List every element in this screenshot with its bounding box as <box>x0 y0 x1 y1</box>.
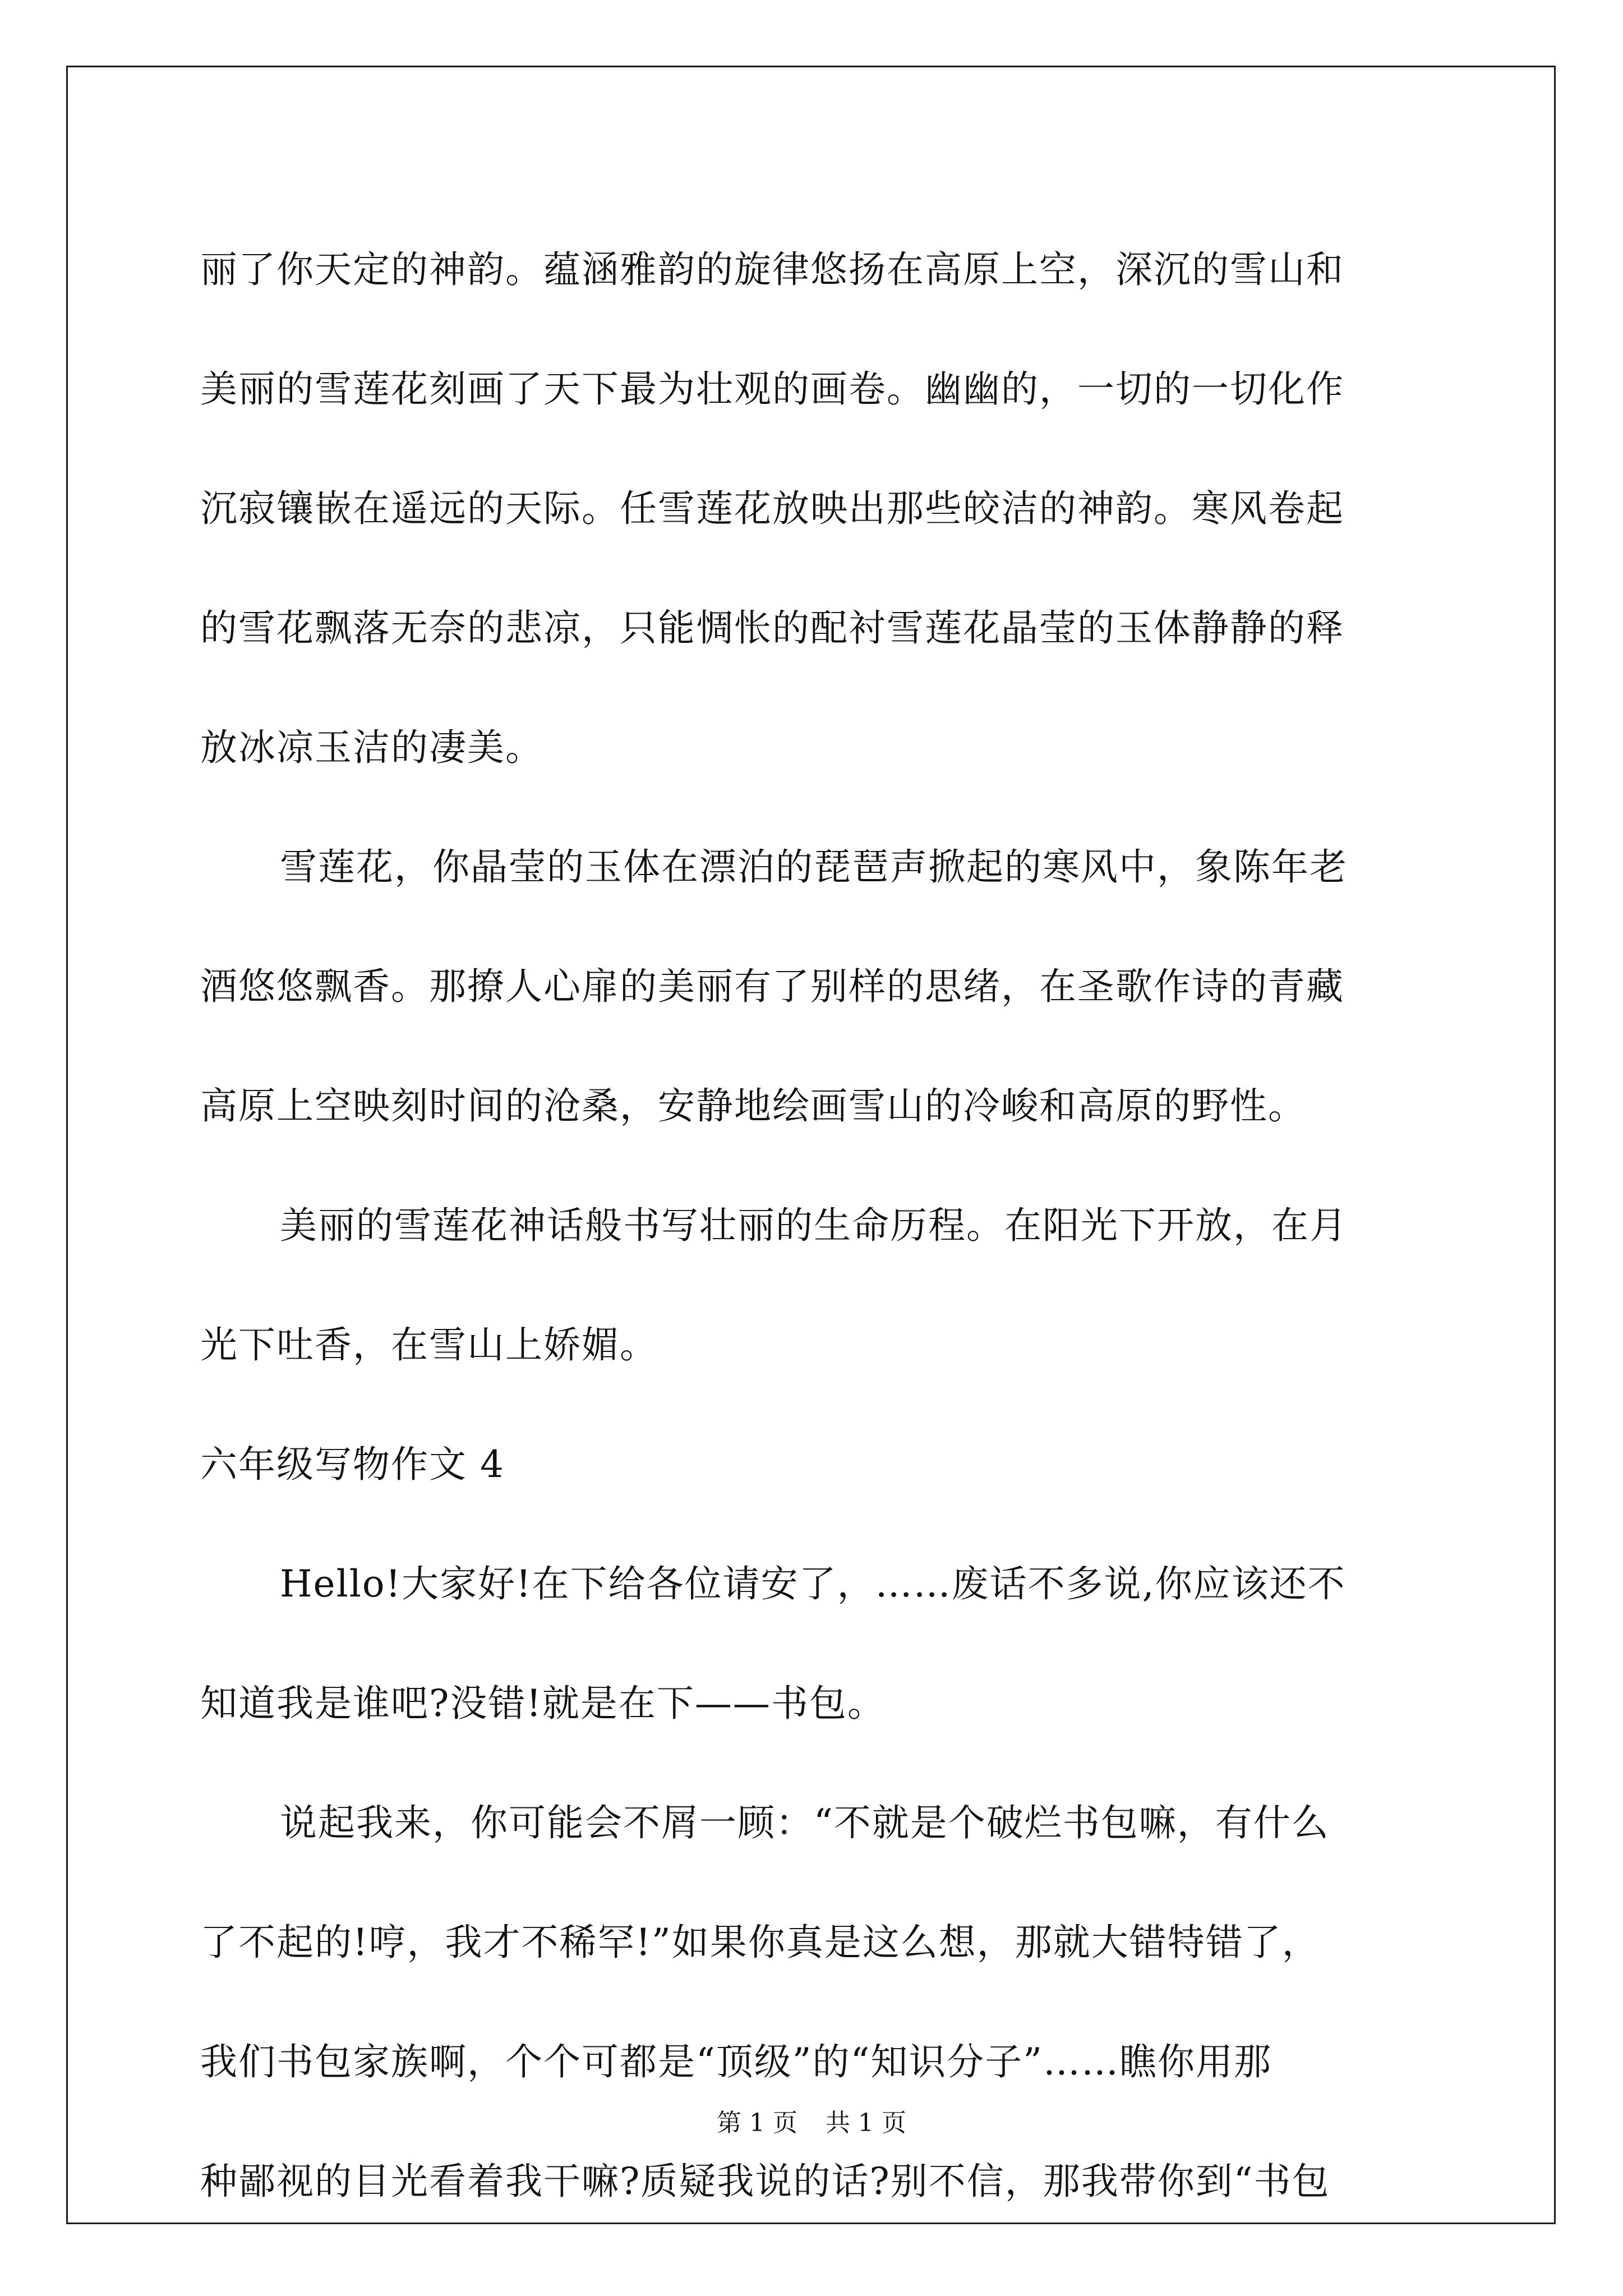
text-line: 丽了你天定的神韵。蕴涵雅韵的旋律悠扬在高原上空，深沉的雪山和 <box>200 248 1344 291</box>
text-line: 光下吐香，在雪山上娇媚。 <box>200 1323 658 1366</box>
page-footer <box>0 2102 1623 2138</box>
text-line: 说起我来，你可能会不屑一顾：“不就是个破烂书包嘛，有什么 <box>280 1801 1330 1844</box>
text-line: 知道我是谁吧?没错!就是在下——书包。 <box>200 1682 886 1725</box>
text-line: 我们书包家族啊，个个可都是“顶级”的“知识分子”……瞧你用那 <box>200 2040 1272 2083</box>
text-line: 美丽的雪莲花刻画了天下最为壮观的画卷。幽幽的，一切的一切化作 <box>200 367 1344 411</box>
section-heading: 六年级写物作文 4 <box>200 1443 505 1486</box>
page-total: 共 1 页 <box>826 2109 906 2137</box>
document-body <box>200 210 1423 2241</box>
text-line: 的雪花飘落无奈的悲凉，只能惆怅的配衬雪莲花晶莹的玉体静静的释 <box>200 606 1344 650</box>
text-line: 放冰凉玉洁的凄美。 <box>200 726 543 769</box>
text-line: 美丽的雪莲花神话般书写壮丽的生命历程。在阳光下开放，在月 <box>280 1204 1348 1247</box>
text-line: 酒悠悠飘香。那撩人心扉的美丽有了别样的思绪，在圣歌作诗的青藏 <box>200 965 1344 1008</box>
text-line: Hello!大家好!在下给各位请安了，……废话不多说,你应该还不 <box>280 1562 1346 1605</box>
text-line: 种鄙视的目光看着我干嘛?质疑我说的话?别不信，那我带你到“书包 <box>200 2160 1330 2203</box>
paragraph <box>200 1524 1423 1763</box>
paragraph <box>200 1166 1423 1405</box>
page-number: 第 1 页 <box>717 2109 797 2137</box>
paragraph <box>200 1763 1423 2241</box>
text-line: 雪莲花，你晶莹的玉体在漂泊的琵琶声掀起的寒风中，象陈年老 <box>280 845 1348 889</box>
text-line: 了不起的!哼，我才不稀罕!”如果你真是这么想，那就大错特错了， <box>200 1921 1320 1964</box>
paragraph <box>200 807 1423 1166</box>
text-line: 沉寂镶嵌在遥远的天际。任雪莲花放映出那些皎洁的神韵。寒风卷起 <box>200 487 1344 530</box>
paragraph <box>200 210 1423 807</box>
text-line: 高原上空映刻时间的沧桑，安静地绘画雪山的冷峻和高原的野性。 <box>200 1084 1306 1128</box>
